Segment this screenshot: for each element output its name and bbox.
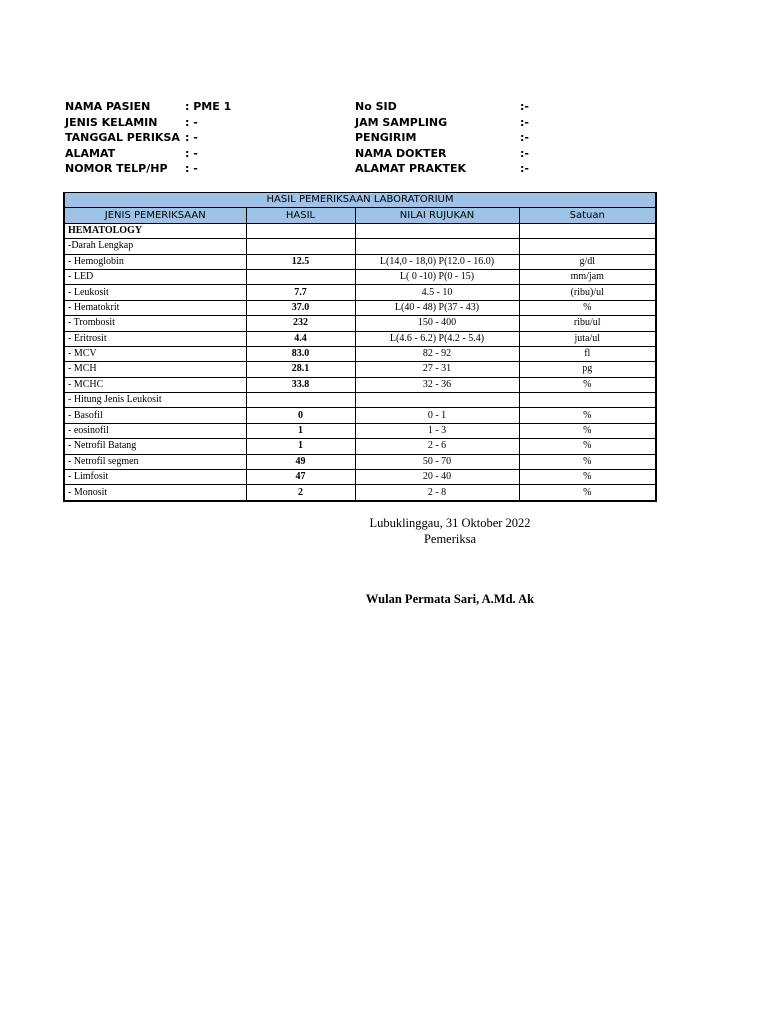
unit: % <box>519 423 656 438</box>
table-row <box>64 454 656 469</box>
table-title-row <box>64 193 656 208</box>
lab-results-table <box>63 192 657 502</box>
table-row <box>64 316 656 331</box>
table-row <box>64 285 656 300</box>
table-row <box>64 269 656 284</box>
test-name: - MCV <box>64 346 246 361</box>
unit: % <box>519 485 656 501</box>
reference-range: L(4.6 - 6.2) P(4.2 - 5.4) <box>355 331 519 346</box>
reference-range: 0 - 1 <box>355 408 519 423</box>
reference-range: L(14,0 - 18,0) P(12.0 - 16.0) <box>355 254 519 269</box>
table-row <box>64 485 656 501</box>
table-row <box>64 254 656 269</box>
test-name: - Netrofil segmen <box>64 454 246 469</box>
reference-range: 50 - 70 <box>355 454 519 469</box>
signature-role: Pemeriksa <box>423 532 477 546</box>
reference-range: 27 - 31 <box>355 362 519 377</box>
signature-place-date: Lubuklinggau, 31 Oktober 2022 <box>369 516 531 530</box>
table-row <box>64 423 656 438</box>
info-value: :- <box>520 131 529 144</box>
test-name: - MCHC <box>64 377 246 392</box>
info-row <box>65 131 665 147</box>
info-label: JENIS KELAMIN <box>65 115 158 129</box>
reference-range: 150 - 400 <box>355 316 519 331</box>
section-row <box>64 223 656 238</box>
result-value <box>246 269 355 284</box>
unit: g/dl <box>519 254 656 269</box>
reference-range: 20 - 40 <box>355 470 519 485</box>
table-row <box>64 346 656 361</box>
unit: pg <box>519 362 656 377</box>
reference-range: L(40 - 48) P(37 - 43) <box>355 300 519 315</box>
table-row <box>64 362 656 377</box>
table-title: HASIL PEMERIKSAAN LABORATORIUM <box>64 193 656 208</box>
group-heading: -Darah Lengkap <box>64 239 246 254</box>
group-row <box>64 393 656 408</box>
result-value: 37.0 <box>246 300 355 315</box>
unit: ribu/ul <box>519 316 656 331</box>
unit: (ribu)/ul <box>519 285 656 300</box>
reference-range: L( 0 -10) P(0 - 15) <box>355 269 519 284</box>
test-name: - Netrofil Batang <box>64 439 246 454</box>
unit: juta/ul <box>519 331 656 346</box>
info-label: ALAMAT PRAKTEK <box>355 162 467 175</box>
info-label: JAM SAMPLING <box>355 115 448 129</box>
result-value: 33.8 <box>246 377 355 392</box>
test-name: - MCH <box>64 362 246 377</box>
result-value: 4.4 <box>246 331 355 346</box>
reference-range: 1 - 3 <box>355 423 519 438</box>
reference-range: 2 - 8 <box>355 485 519 501</box>
info-value: :- <box>520 146 529 160</box>
column-header: NILAI RUJUKAN <box>355 208 519 223</box>
test-name: - eosinofil <box>64 423 246 438</box>
signature-name: Wulan Permata Sari, A.Md. Ak <box>365 592 535 606</box>
test-name: - Hemoglobin <box>64 254 246 269</box>
table-row <box>64 300 656 315</box>
info-value: :- <box>520 100 529 113</box>
test-name: - Basofil <box>64 408 246 423</box>
unit: % <box>519 454 656 469</box>
unit: % <box>519 377 656 392</box>
reference-range: 82 - 92 <box>355 346 519 361</box>
table-row <box>64 408 656 423</box>
result-value: 7.7 <box>246 285 355 300</box>
result-value: 1 <box>246 423 355 438</box>
table-header-row <box>64 208 656 223</box>
info-value: : - <box>185 146 198 160</box>
info-row <box>65 116 665 132</box>
section-heading: HEMATOLOGY <box>64 223 246 238</box>
test-name: - Trombosit <box>64 316 246 331</box>
result-value: 0 <box>246 408 355 423</box>
unit: mm/jam <box>519 269 656 284</box>
column-header: JENIS PEMERIKSAAN <box>64 208 246 223</box>
info-row <box>65 100 665 116</box>
result-value: 12.5 <box>246 254 355 269</box>
table-row <box>64 439 656 454</box>
info-value: :- <box>520 115 529 129</box>
test-name: - Hematokrit <box>64 300 246 315</box>
test-name: - Leukosit <box>64 285 246 300</box>
info-value: : PME 1 <box>185 100 232 113</box>
unit: % <box>519 408 656 423</box>
info-row <box>65 162 665 178</box>
reference-range: 4.5 - 10 <box>355 285 519 300</box>
column-header: Satuan <box>519 208 656 223</box>
result-value: 2 <box>246 485 355 501</box>
group-heading: - Hitung Jenis Leukosit <box>64 393 246 408</box>
unit: % <box>519 439 656 454</box>
info-value: : - <box>185 131 198 144</box>
info-value: : - <box>185 162 198 175</box>
result-value: 47 <box>246 470 355 485</box>
table-row <box>64 470 656 485</box>
info-value: :- <box>520 162 529 175</box>
info-label: TANGGAL PERIKSA <box>65 131 180 144</box>
result-value: 83.0 <box>246 346 355 361</box>
reference-range: 32 - 36 <box>355 377 519 392</box>
result-value: 1 <box>246 439 355 454</box>
reference-range: 2 - 6 <box>355 439 519 454</box>
test-name: - LED <box>64 269 246 284</box>
patient-info-header <box>65 100 665 178</box>
info-label: NAMA PASIEN <box>65 100 151 113</box>
table-row <box>64 331 656 346</box>
table-row <box>64 377 656 392</box>
column-header: HASIL <box>246 208 355 223</box>
info-label: NOMOR TELP/HP <box>65 162 168 175</box>
unit: % <box>519 300 656 315</box>
unit: % <box>519 470 656 485</box>
group-row <box>64 239 656 254</box>
info-value: : - <box>185 115 198 129</box>
unit: fl <box>519 346 656 361</box>
info-label: ALAMAT <box>65 146 116 160</box>
info-label: PENGIRIM <box>355 131 417 144</box>
test-name: - Eritrosit <box>64 331 246 346</box>
test-name: - Limfosit <box>64 470 246 485</box>
result-value: 28.1 <box>246 362 355 377</box>
info-label: No SID <box>355 100 397 113</box>
test-name: - Monosit <box>64 485 246 501</box>
result-value: 232 <box>246 316 355 331</box>
info-row <box>65 147 665 163</box>
result-value: 49 <box>246 454 355 469</box>
info-label: NAMA DOKTER <box>355 146 447 160</box>
